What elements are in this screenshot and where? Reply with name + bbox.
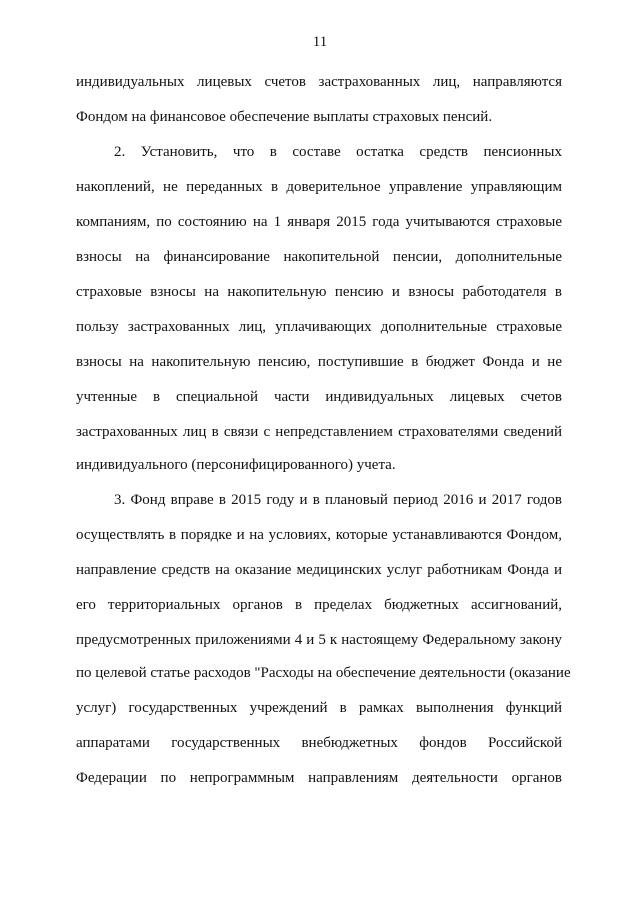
paragraph-start-line: 3. Фонд вправе в 2015 году и в плановый период 2016 и 2017 годов [114, 492, 562, 508]
text-line: пользу застрахованных лиц, уплачивающих дополнительные страховые [76, 319, 562, 335]
text-line: его территориальных органов в пределах бюджетных ассигнований, [76, 597, 562, 613]
text-line: предусмотренных приложениями 4 и 5 к настоящему Федеральному закону [76, 632, 562, 648]
page-number: 11 [312, 34, 328, 50]
text-line: по целевой статье расходов "Расходы на обеспечение деятельности (оказание [76, 665, 571, 681]
text-line: аппаратами государственных внебюджетных фондов Российской [76, 735, 562, 751]
text-line: страховые взносы на накопительную пенсию и взносы работодателя в [76, 284, 562, 300]
text-line: накоплений, не переданных в доверительное управление управляющим [76, 179, 562, 195]
text-line: услуг) государственных учреждений в рамках выполнения функций [76, 700, 562, 716]
text-line: учтенные в специальной части индивидуальных лицевых счетов [76, 389, 562, 405]
text-line: Федерации по непрограммным направлениям деятельности органов [76, 770, 562, 786]
text-line: индивидуального (персонифицированного) учета. [76, 457, 396, 473]
text-line: взносы на финансирование накопительной пенсии, дополнительные [76, 249, 562, 265]
text-line: индивидуальных лицевых счетов застрахованных лиц, направляются [76, 74, 562, 90]
text-line: осуществлять в порядке и на условиях, которые устанавливаются Фондом, [76, 527, 562, 543]
text-line: Фондом на финансовое обеспечение выплаты страховых пенсий. [76, 109, 493, 125]
text-line: взносы на накопительную пенсию, поступившие в бюджет Фонда и не [76, 354, 562, 370]
paragraph-start-line: 2. Установить, что в составе остатка средств пенсионных [114, 144, 562, 160]
text-line: застрахованных лиц в связи с непредставлением страхователями сведений [76, 424, 562, 440]
text-line: направление средств на оказание медицинских услуг работникам Фонда и [76, 562, 562, 578]
text-line: компаниям, по состоянию на 1 января 2015 года учитываются страховые [76, 214, 562, 230]
